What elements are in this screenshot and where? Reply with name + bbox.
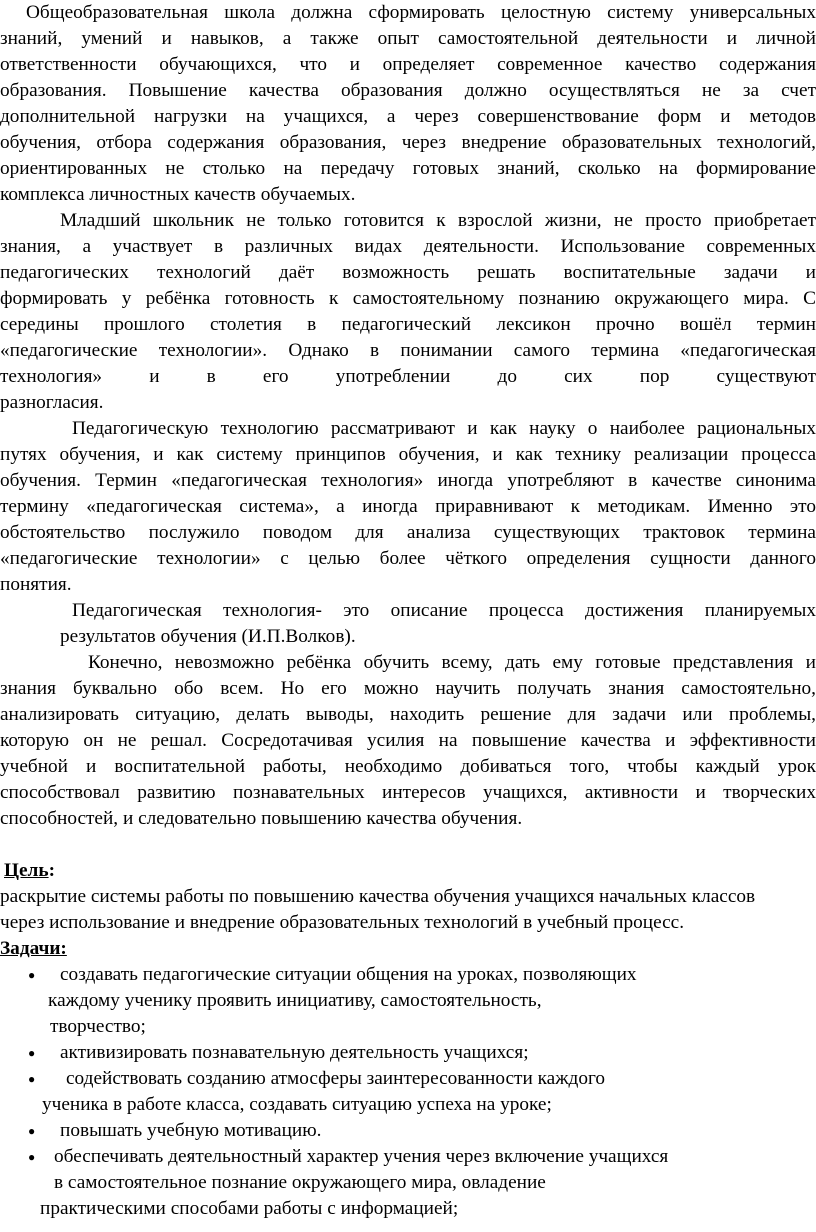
tasks-heading: Задачи: (0, 938, 67, 959)
text-line: практическими способами работы с информацией; (40, 1198, 459, 1219)
text-line: термину «педагогическая система», а иногда приравнивают к методикам. Именно это (0, 496, 816, 517)
text-line: «педагогические технологии» с целью более чёткого определения сущности данного (0, 548, 816, 569)
text-line: ученика в работе класса, создавать ситуацию успеха на уроке; (42, 1094, 552, 1115)
text-line: Педагогическая технология- это описание процесса достижения планируемых (72, 600, 816, 621)
goal-heading-colon: : (48, 860, 55, 881)
goal-heading (4, 858, 816, 884)
goal-heading-text: Цель (4, 860, 49, 881)
text-line: через использование и внедрение образовательных технологий в учебный процесс. (0, 912, 685, 933)
text-line: понятия. (0, 574, 72, 595)
text-line: раскрытие системы работы по повышению качества обучения учащихся начальных классов (0, 886, 756, 907)
bullet-icon: ● (28, 968, 36, 982)
text-line: педагогических технологий даёт возможность решать воспитательные задачи и (0, 262, 816, 283)
text-line: учебной и воспитательной работы, необходимо добиваться того, чтобы каждый урок (0, 756, 816, 777)
bullet-icon: ● (28, 1150, 36, 1164)
text-line: комплекса личностных качеств обучаемых. (0, 184, 356, 205)
text-line: Конечно, невозможно ребёнка обучить всему, дать ему готовые представления и (88, 652, 816, 673)
text-line: способствовал развитию познавательных интересов учащихся, активности и творческих (0, 782, 816, 803)
text-line: Общеобразовательная школа должна сформировать целостную систему универсальных (26, 2, 816, 23)
bullet-icon: ● (28, 1124, 36, 1138)
bullet-icon: ● (28, 1072, 36, 1086)
text-line: образования. Повышение качества образования должно осуществляться не за счет (0, 80, 816, 101)
text-line: ориентированных не столько на передачу готовых знаний, сколько на формирование (0, 158, 816, 179)
text-line: технология» и в его употреблении до сих пор существуют (0, 366, 816, 387)
text-line: путях обучения, и как систему принципов обучения, и как технику реализации процесса (0, 444, 816, 465)
text-line: Младший школьник не только готовится к взрослой жизни, не просто приобретает (60, 210, 816, 231)
text-line: способностей, и следовательно повышению качества обучения. (0, 808, 523, 829)
text-line: разногласия. (0, 392, 104, 413)
text-line: знаний, умений и навыков, а также опыт самостоятельной деятельности и личной (0, 28, 816, 49)
text-line: творчество; (50, 1016, 146, 1037)
text-line: обучения. Термин «педагогическая технология» иногда употребляют в качестве синонима (0, 470, 816, 491)
text-line: анализировать ситуацию, делать выводы, находить решение для задачи или проблемы, (0, 704, 816, 725)
text-line: в самостоятельное познание окружающего мира, овладение (54, 1172, 546, 1193)
text-line: которую он не решал. Сосредотачивая усилия на повышение качества и эффективности (0, 730, 816, 751)
bullet-icon: ● (28, 1046, 36, 1060)
text-line: каждому ученику проявить инициативу, самостоятельность, (48, 990, 542, 1011)
text-line: содействовать созданию атмосферы заинтересованности каждого (66, 1068, 606, 1089)
text-line: обеспечивать деятельностный характер учения через включение учащихся (54, 1146, 669, 1167)
text-line: формировать у ребёнка готовность к самостоятельному познанию окружающего мира. С (0, 288, 816, 309)
text-line: знания буквально обо всем. Но его можно научить получать знания самостоятельно, (0, 678, 816, 699)
text-line: создавать педагогические ситуации общения на уроках, позволяющих (60, 964, 637, 985)
text-line: активизировать познавательную деятельность учащихся; (60, 1042, 529, 1063)
text-line: обучения, отбора содержания образования, через внедрение образовательных технологий, (0, 132, 816, 153)
text-line: «педагогические технологии». Однако в понимании самого термина «педагогическая (0, 340, 816, 361)
text-line: ответственности обучающихся, что и определяет современное качество содержания (0, 54, 816, 75)
text-line: результатов обучения (И.П.Волков). (60, 626, 356, 647)
text-line: повышать учебную мотивацию. (60, 1120, 322, 1141)
text-line: дополнительной нагрузки на учащихся, а через совершенствование форм и методов (0, 106, 816, 127)
text-line: Педагогическую технологию рассматривают и как науку о наиболее рациональных (72, 418, 816, 439)
text-line: середины прошлого столетия в педагогический лексикон прочно вошёл термин (0, 314, 816, 335)
text-line: знания, а участвует в различных видах деятельности. Использование современных (0, 236, 816, 257)
text-line: обстоятельство послужило поводом для анализа существующих трактовок термина (0, 522, 816, 543)
